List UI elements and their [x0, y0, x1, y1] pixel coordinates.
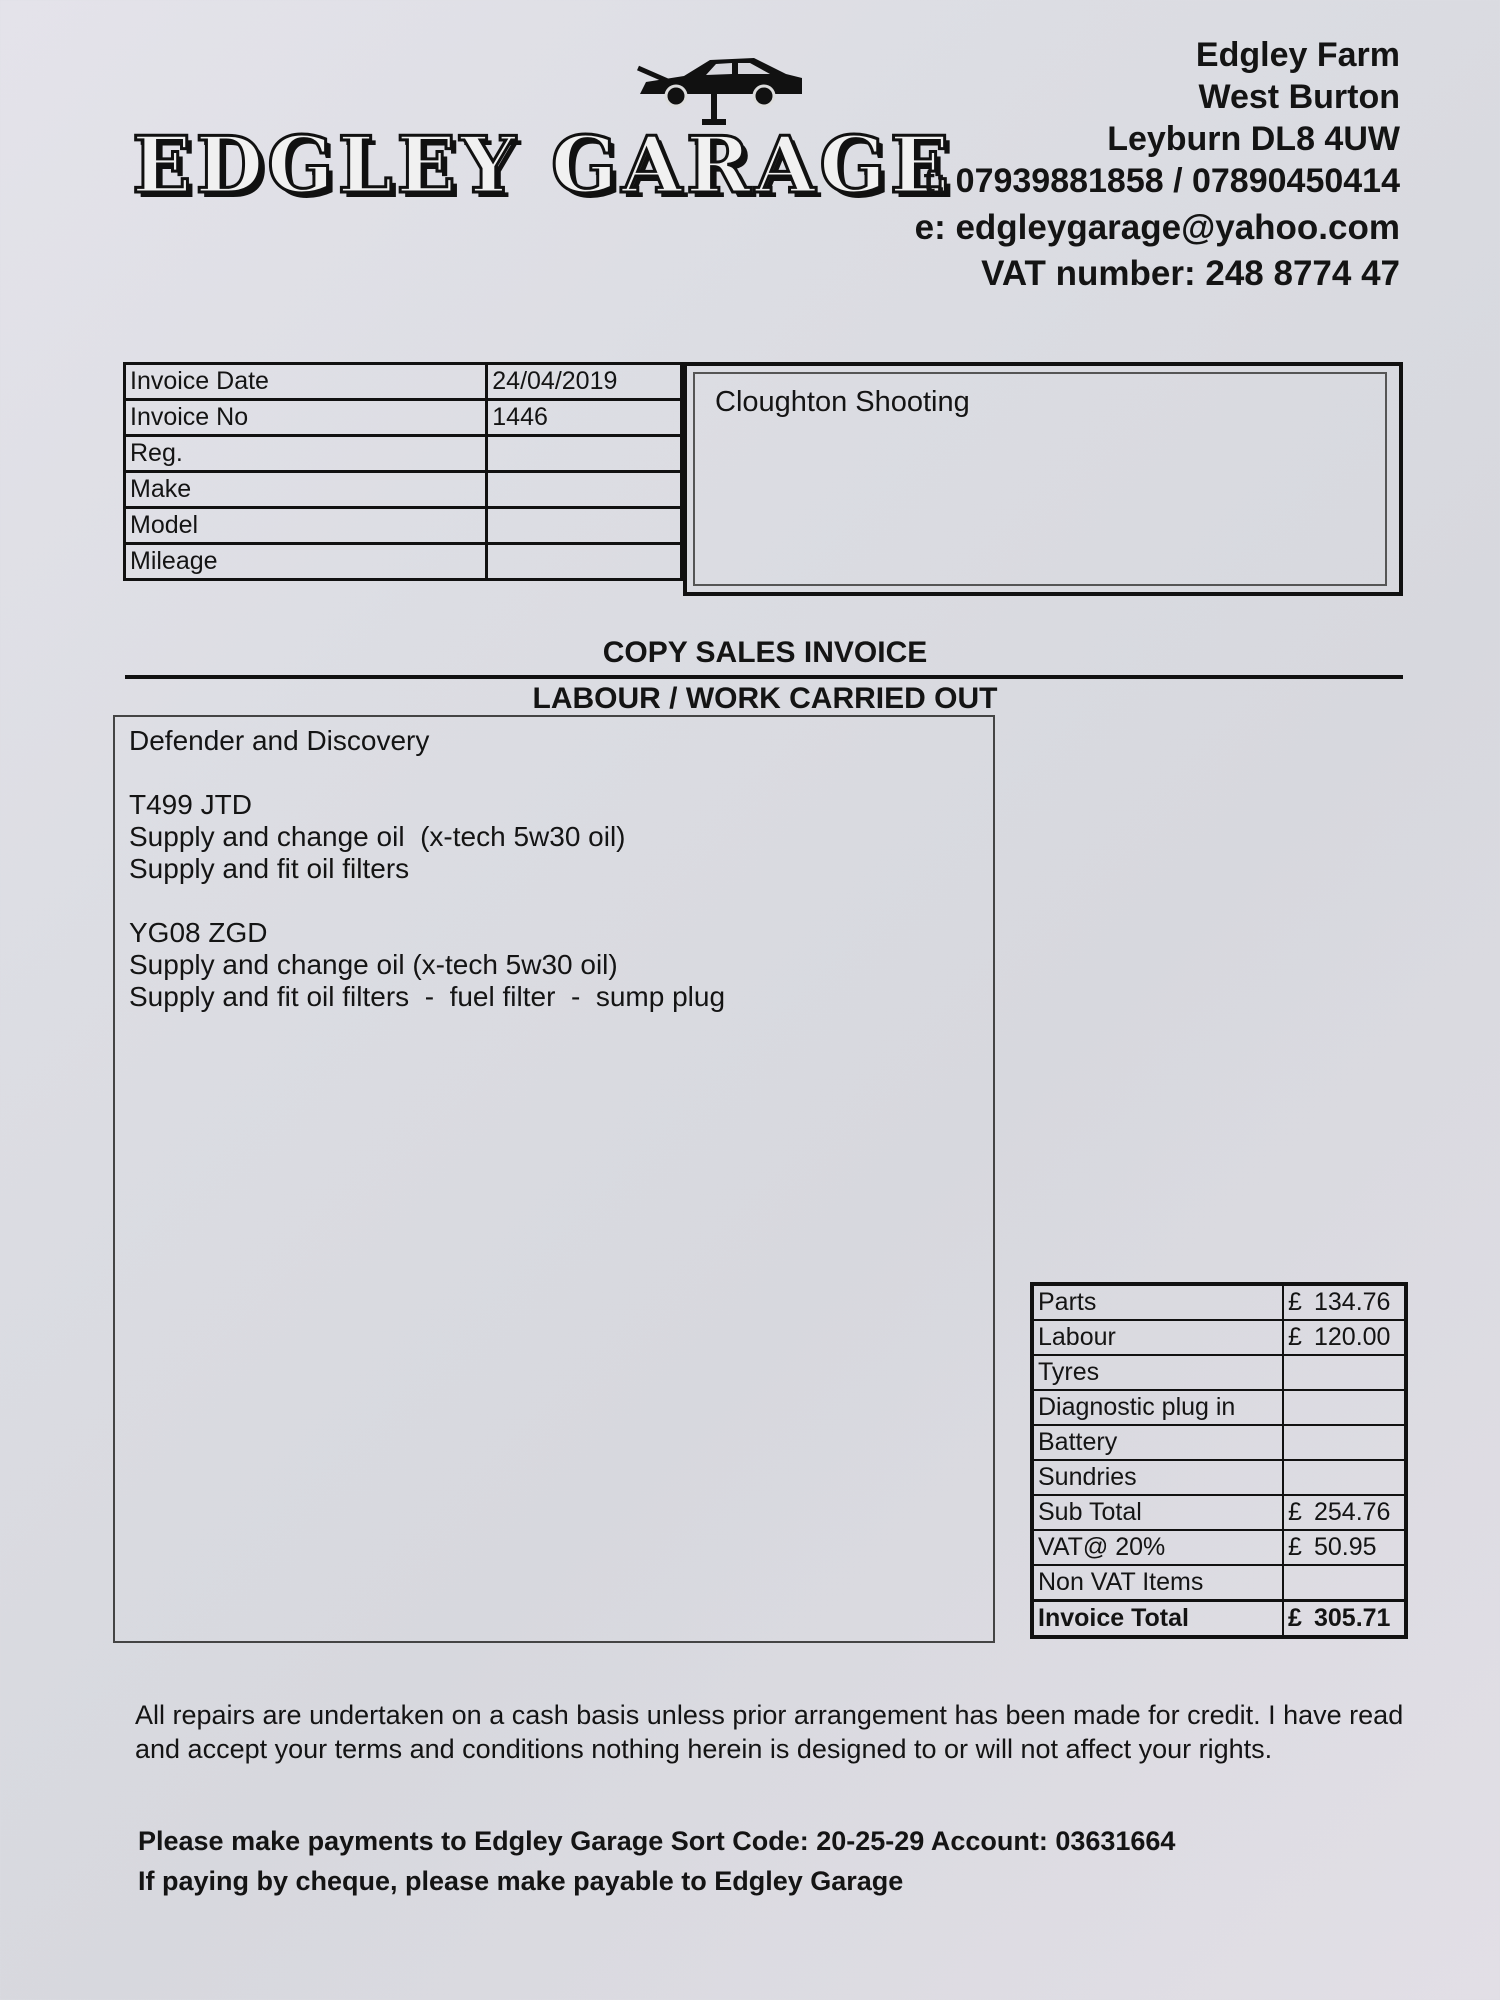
invoice-total-value — [1283, 1601, 1406, 1638]
detail-label: Invoice Date — [125, 364, 487, 400]
address-line: Leyburn DL8 4UW — [1107, 120, 1400, 158]
table-row — [125, 436, 682, 472]
totals-label: Diagnostic plug in — [1032, 1390, 1283, 1425]
customer-name: Cloughton Shooting — [715, 386, 970, 418]
work-description-box — [113, 715, 995, 1643]
work-line: Supply and change oil (x-tech 5w30 oil) — [129, 949, 618, 980]
table-row — [1032, 1601, 1406, 1638]
detail-label: Reg. — [125, 436, 487, 472]
work-line: Supply and fit oil filters - fuel filter - sump plug — [129, 981, 726, 1012]
detail-value — [487, 436, 682, 472]
phone-numbers: t: 07939881858 / 07890450414 — [923, 162, 1400, 200]
amount: 134.76 — [1314, 1288, 1391, 1316]
totals-table — [1030, 1282, 1408, 1639]
email-address: e: edgleygarage@yahoo.com — [914, 208, 1400, 247]
totals-value — [1283, 1425, 1406, 1460]
amount: 120.00 — [1314, 1323, 1391, 1351]
terms-text: All repairs are undertaken on a cash basis unless prior arrangement has been made for credit. I have read and accept your terms and conditions nothing herein is designed to or will not affect your rights. — [135, 1700, 1404, 1764]
detail-label: Model — [125, 508, 487, 544]
section-heading: LABOUR / WORK CARRIED OUT — [532, 682, 998, 715]
table-row — [125, 472, 682, 508]
customer-box — [683, 362, 1403, 596]
work-line: Supply and fit oil filters — [129, 853, 410, 884]
work-line: YG08 ZGD — [129, 917, 268, 948]
work-line: Supply and change oil (x-tech 5w30 oil) — [129, 821, 626, 852]
customer-inner-frame — [693, 372, 1387, 586]
detail-value — [487, 508, 682, 544]
totals-value — [1283, 1320, 1406, 1355]
totals-label: VAT@ 20% — [1032, 1530, 1283, 1565]
totals-label: Tyres — [1032, 1355, 1283, 1390]
table-row — [125, 544, 682, 580]
totals-label: Sub Total — [1032, 1495, 1283, 1530]
payment-instructions: Please make payments to Edgley Garage Sort Code: 20-25-29 Account: 03631664 — [138, 1826, 1176, 1856]
divider — [125, 675, 1403, 679]
table-row — [1032, 1320, 1406, 1355]
currency-symbol: £ — [1288, 1604, 1302, 1632]
table-row — [1032, 1495, 1406, 1530]
document-title: COPY SALES INVOICE — [602, 636, 928, 669]
vat-number: VAT number: 248 8774 47 — [981, 254, 1400, 293]
detail-label: Mileage — [125, 544, 487, 580]
detail-value: 1446 — [487, 400, 682, 436]
totals-label: Non VAT Items — [1032, 1565, 1283, 1601]
totals-value — [1283, 1495, 1406, 1530]
totals-label: Parts — [1032, 1284, 1283, 1320]
amount: 50.95 — [1314, 1533, 1377, 1561]
currency-symbol: £ — [1288, 1288, 1302, 1316]
detail-label: Make — [125, 472, 487, 508]
invoice-details-table — [123, 362, 683, 581]
totals-value — [1283, 1284, 1406, 1320]
currency-symbol: £ — [1288, 1498, 1302, 1526]
detail-value — [487, 544, 682, 580]
work-line: T499 JTD — [129, 789, 252, 820]
table-row — [1032, 1390, 1406, 1425]
table-row — [1032, 1460, 1406, 1495]
amount: 254.76 — [1314, 1498, 1391, 1526]
detail-label: Invoice No — [125, 400, 487, 436]
totals-value — [1283, 1355, 1406, 1390]
table-row — [1032, 1425, 1406, 1460]
invoice-total-label: Invoice Total — [1032, 1601, 1283, 1638]
totals-label: Labour — [1032, 1320, 1283, 1355]
amount: 305.71 — [1314, 1604, 1391, 1632]
currency-symbol: £ — [1288, 1323, 1302, 1351]
totals-label: Sundries — [1032, 1460, 1283, 1495]
table-row — [1032, 1530, 1406, 1565]
table-row — [125, 508, 682, 544]
detail-value: 24/04/2019 — [487, 364, 682, 400]
table-row — [1032, 1284, 1406, 1320]
logo-text: EDGLEY GARAGE — [132, 120, 954, 211]
totals-value — [1283, 1565, 1406, 1601]
detail-value — [487, 472, 682, 508]
table-row — [125, 364, 682, 400]
totals-value — [1283, 1460, 1406, 1495]
currency-symbol: £ — [1288, 1533, 1302, 1561]
table-row — [1032, 1565, 1406, 1601]
table-row — [125, 400, 682, 436]
totals-value — [1283, 1530, 1406, 1565]
work-line: Defender and Discovery — [129, 725, 430, 756]
totals-label: Battery — [1032, 1425, 1283, 1460]
address-line: Edgley Farm — [1195, 36, 1400, 74]
table-row — [1032, 1355, 1406, 1390]
address-line: West Burton — [1198, 78, 1400, 116]
cheque-instructions: If paying by cheque, please make payable to Edgley Garage — [138, 1866, 904, 1896]
totals-value — [1283, 1390, 1406, 1425]
